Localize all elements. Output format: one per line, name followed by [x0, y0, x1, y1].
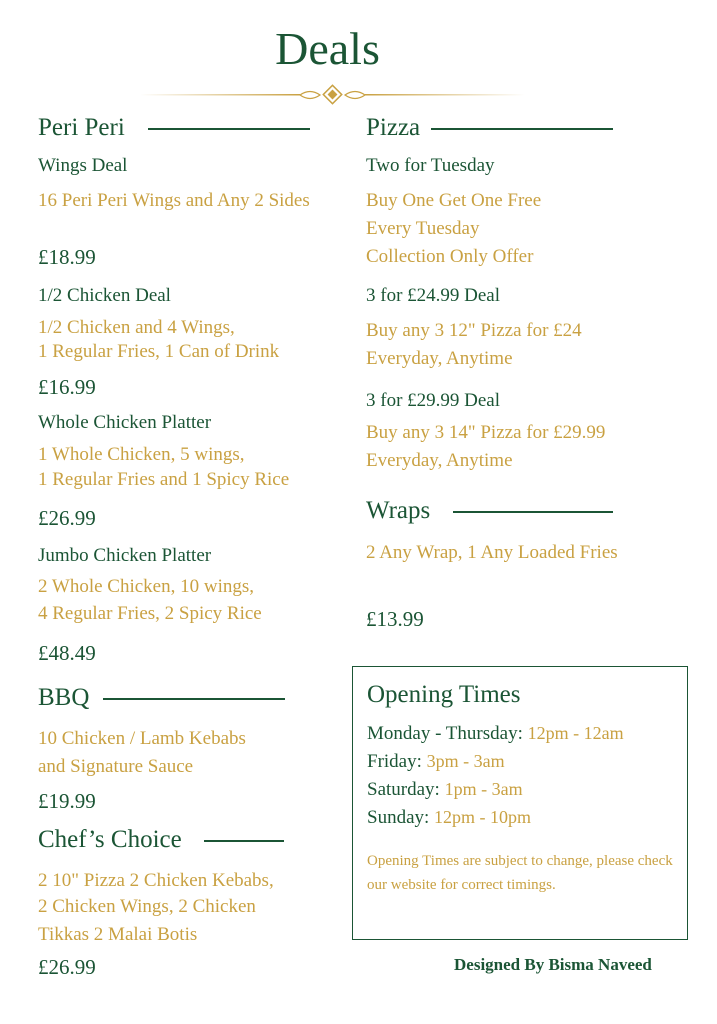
hours-time: 1pm - 3am: [444, 779, 523, 799]
section-title-peri-peri: Peri Peri: [38, 114, 125, 141]
page-title: Deals: [275, 23, 380, 74]
section-title-chefs-choice: Chef’s Choice: [38, 826, 182, 853]
section-title-pizza: Pizza: [366, 114, 421, 141]
section-rule: [453, 511, 613, 513]
hours-row: [367, 751, 505, 773]
item-price: £26.99: [38, 955, 96, 979]
item-desc: and Signature Sauce: [38, 756, 194, 777]
item-title: 1/2 Chicken Deal: [38, 285, 171, 306]
hours-day: Saturday:: [367, 779, 440, 800]
ornament-divider-icon: [140, 84, 525, 106]
section-rule: [431, 128, 613, 130]
item-title: Jumbo Chicken Platter: [38, 545, 212, 566]
hours-day: Sunday:: [367, 807, 430, 828]
section-rule: [204, 840, 284, 842]
hours-time: 12pm - 12am: [527, 723, 624, 743]
section-title-bbq: BBQ: [38, 684, 90, 711]
item-desc: 1 Regular Fries and 1 Spicy Rice: [38, 469, 290, 490]
item-desc: 2 Chicken Wings, 2 Chicken: [38, 896, 256, 917]
opening-times-box: [352, 666, 688, 940]
opening-times-note: Opening Times are subject to change, please check our website for correct timings.: [367, 853, 673, 893]
hours-day: Friday:: [367, 751, 422, 772]
item-desc: Collection Only Offer: [366, 246, 534, 267]
hours-row: [367, 723, 624, 745]
item-title: 3 for £24.99 Deal: [366, 285, 501, 306]
item-desc: Everyday, Anytime: [366, 450, 513, 471]
opening-times-title: Opening Times: [367, 681, 521, 708]
item-price: £26.99: [38, 506, 96, 530]
item-desc: 16 Peri Peri Wings and Any 2 Sides: [38, 190, 310, 211]
hours-day: Monday - Thursday:: [367, 723, 523, 744]
designer-credit: Designed By Bisma Naveed: [454, 955, 652, 974]
item-desc: 2 Whole Chicken, 10 wings,: [38, 576, 255, 597]
item-price: £13.99: [366, 607, 424, 631]
item-desc: 2 10" Pizza 2 Chicken Kebabs,: [38, 870, 274, 891]
item-title: 3 for £29.99 Deal: [366, 390, 501, 411]
item-desc: Every Tuesday: [366, 218, 480, 239]
item-price: £18.99: [38, 245, 96, 269]
item-desc: 10 Chicken / Lamb Kebabs: [38, 728, 246, 749]
item-desc: 1/2 Chicken and 4 Wings,: [38, 317, 235, 338]
item-title: Wings Deal: [38, 155, 128, 176]
item-desc: Everyday, Anytime: [366, 348, 513, 369]
section-rule: [148, 128, 310, 130]
item-desc: 1 Regular Fries, 1 Can of Drink: [38, 341, 280, 362]
item-desc: Tikkas 2 Malai Botis: [38, 924, 198, 945]
hours-row: [367, 779, 523, 801]
hours-time: 12pm - 10pm: [434, 807, 532, 827]
item-price: £16.99: [38, 375, 96, 399]
item-desc: Buy any 3 14" Pizza for £29.99: [366, 422, 606, 443]
section-rule: [103, 698, 285, 700]
item-desc: 1 Whole Chicken, 5 wings,: [38, 444, 245, 465]
item-title: Two for Tuesday: [366, 155, 495, 176]
item-desc: 4 Regular Fries, 2 Spicy Rice: [38, 603, 262, 624]
item-desc: Buy any 3 12" Pizza for £24: [366, 320, 582, 341]
item-title: Whole Chicken Platter: [38, 412, 212, 433]
hours-time: 3pm - 3am: [426, 751, 505, 771]
item-desc: Buy One Get One Free: [366, 190, 542, 211]
item-desc: 2 Any Wrap, 1 Any Loaded Fries: [366, 542, 618, 563]
item-price: £48.49: [38, 641, 96, 665]
hours-row: [367, 807, 531, 829]
item-price: £19.99: [38, 789, 96, 813]
section-title-wraps: Wraps: [366, 497, 431, 524]
